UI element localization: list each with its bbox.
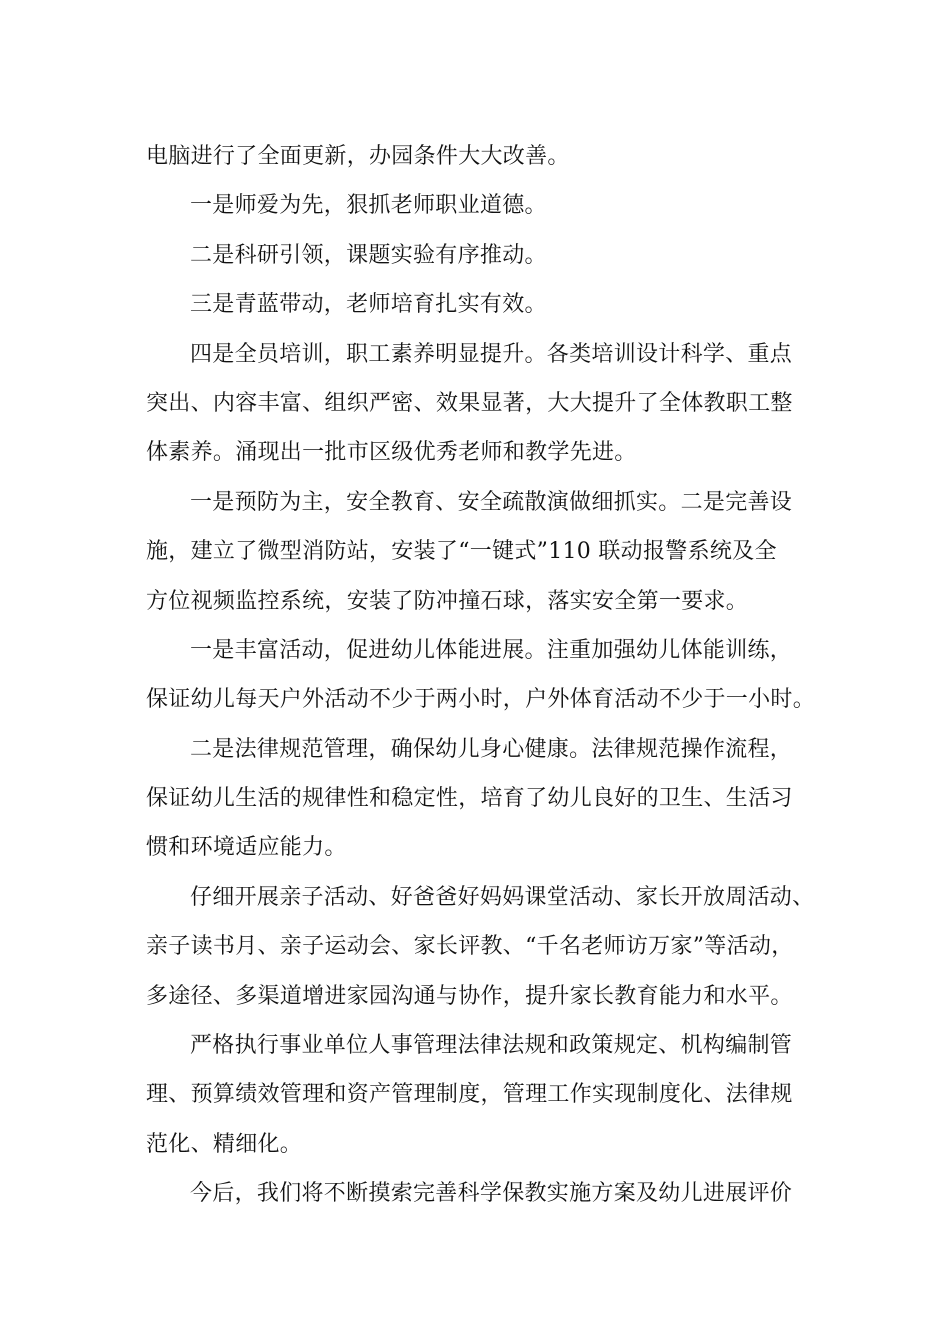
text-line: 四是全员培训，职工素养明显提升。各类培训设计科学、重点 xyxy=(190,341,793,367)
text-line: 一是师爱为先，狠抓老师职业道德。 xyxy=(190,193,547,219)
text-line: 多途径、多渠道增进家园沟通与协作，提升家长教育能力和水平。 xyxy=(146,983,793,1009)
text-line: 突出、内容丰富、组织严密、效果显著，大大提升了全体教职工整 xyxy=(146,390,793,416)
text-line: 亲子读书月、亲子运动会、家长评教、“千名老师访万家”等活动， xyxy=(146,934,794,960)
text-line: 一是预防为主，安全教育、安全疏散演做细抓实。二是完善设 xyxy=(190,489,793,515)
paragraph xyxy=(146,330,820,478)
paragraph xyxy=(146,725,820,873)
text-line: 仔细开展亲子活动、好爸爸好妈妈课堂活动、家长开放周活动、 xyxy=(190,884,815,910)
text-line: 理、预算绩效管理和资产管理制度，管理工作实现制度化、法律规 xyxy=(146,1082,793,1108)
text-line: 施，建立了微型消防站，安装了“一键式”110 联动报警系统及全 xyxy=(146,539,777,565)
text-line: 三是青蓝带动，老师培育扎实有效。 xyxy=(190,292,547,318)
text-line: 今后，我们将不断摸索完善科学保教实施方案及幼儿进展评价 xyxy=(190,1181,793,1207)
paragraph xyxy=(146,181,820,230)
text-line: 惯和环境适应能力。 xyxy=(146,835,347,861)
paragraph xyxy=(146,231,820,280)
text-line: 方位视频监控系统，安装了防冲撞石球，落实安全第一要求。 xyxy=(146,588,749,614)
paragraph xyxy=(146,132,820,181)
paragraph xyxy=(146,478,820,626)
text-line: 保证幼儿每天户外活动不少于两小时，户外体育活动不少于一小时。 xyxy=(146,687,816,713)
text-line: 二是科研引领，课题实验有序推动。 xyxy=(190,242,547,268)
text-line: 体素养。涌现出一批市区级优秀老师和教学先进。 xyxy=(146,440,637,466)
paragraph xyxy=(146,1021,820,1169)
paragraph xyxy=(146,626,820,725)
text-line: 保证幼儿生活的规律性和稳定性，培育了幼儿良好的卫生、生活习 xyxy=(146,786,793,812)
text-line: 电脑进行了全面更新，办园条件大大改善。 xyxy=(146,144,570,169)
paragraph xyxy=(146,280,820,329)
text-line: 范化、精细化。 xyxy=(146,1131,303,1157)
text-line: 一是丰富活动，促进幼儿体能进展。注重加强幼儿体能训练， xyxy=(190,637,793,663)
text-line: 严格执行事业单位人事管理法律法规和政策规定、机构编制管 xyxy=(190,1033,793,1059)
document-body xyxy=(146,132,820,1219)
paragraph xyxy=(146,873,820,1021)
paragraph xyxy=(146,1169,820,1218)
text-line: 二是法律规范管理，确保幼儿身心健康。法律规范操作流程， xyxy=(190,736,793,762)
